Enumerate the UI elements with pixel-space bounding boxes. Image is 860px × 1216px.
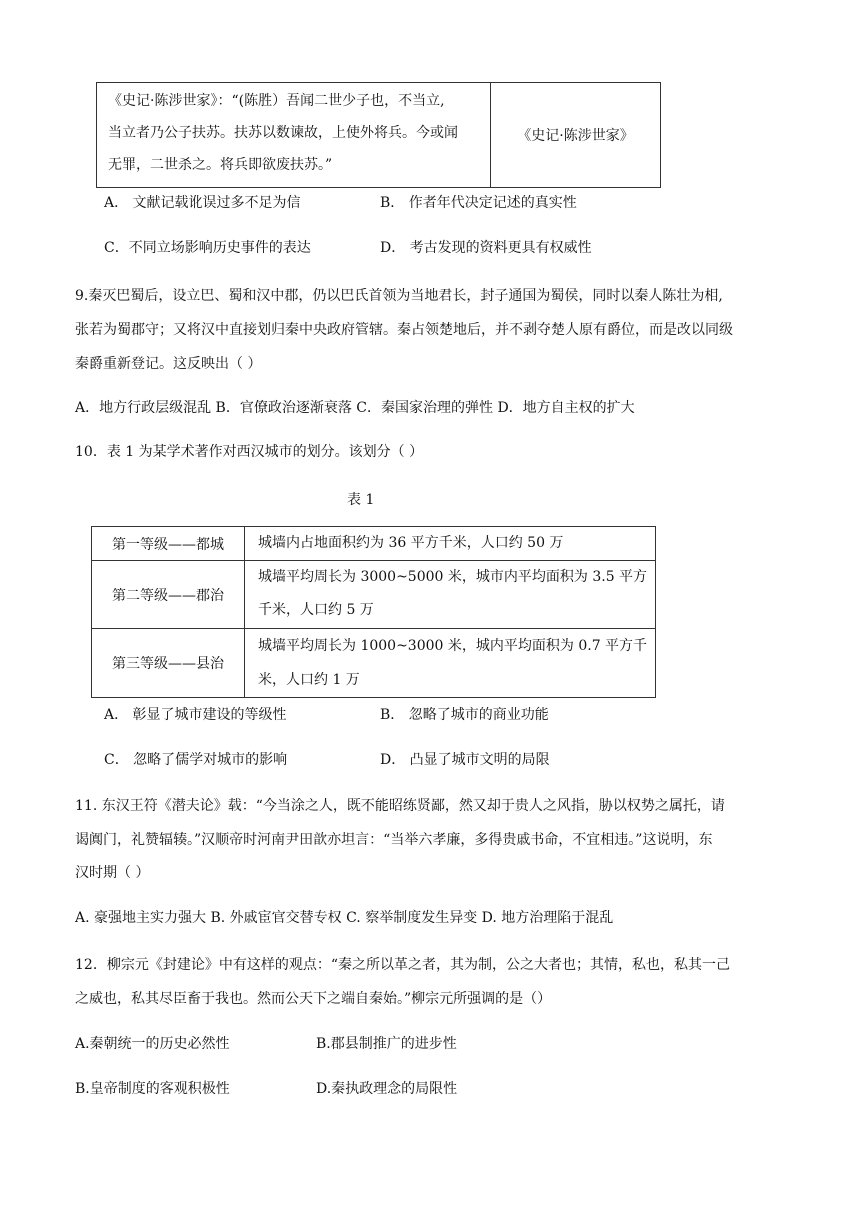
q10-table-row: 第三等级——县治 城墙平均周长为 1000~3000 米，城内平均面积为 0.7 平方千 米，人口约 1 万 [92,629,655,697]
q12-option-a: A.秦朝统一的历史必然性 [75,1036,230,1052]
q10-table-row: 第一等级——都城 城墙内占地面积约为 36 平方千米，人口约 50 万 [92,527,655,561]
q12-option-c: B.皇帝制度的客观积极性 [75,1081,230,1097]
q12-stem-line-1: 12．柳宗元《封建论》中有这样的观点：“秦之所以革之者，其为制，公之大者也；其情，私也，私其一己 [75,957,730,973]
q8-option-b: B． 作者年代决定记述的真实性 [380,195,577,211]
q9-stem-line-3: 秦爵重新登记。这反映出（ ） [75,356,262,372]
q8-option-c: C．不同立场影响历史事件的表达 [104,240,311,256]
q9-stem-line-2: 张若为蜀郡守；又将汉中直接划归秦中央政府管辖。秦占领楚地后，并不剥夺楚人原有爵位，而是改以同级 [75,322,733,338]
q10-stem: 10．表 1 为某学术著作对西汉城市的划分。该划分（ ） [75,444,424,460]
q8-source-line-2: 当立者乃公子扶苏。扶苏以数谏故，上使外将兵。今或闻 [108,125,458,141]
q10-row-label: 第二等级——郡治 [92,561,245,628]
q12-option-d: D.秦执政理念的局限性 [316,1081,458,1097]
q10-row-label: 第三等级——县治 [92,629,245,697]
q8-option-d: D． 考古发现的资料更具有权威性 [380,240,592,256]
q11-stem-line-2: 谒阗门，礼赞辐辏。”汉顺帝时河南尹田歆亦坦言：“当举六孝廉，多得贵戚书命，不宜相违。”这说明，东 [75,832,713,848]
q9-options: A．地方行政层级混乱 B．官僚政治逐渐衰落 C．秦国家治理的弹性 D．地方自主权的扩大 [75,400,635,416]
q8-source-cell [97,83,491,187]
q8-source-name: 《史记·陈涉世家》 [517,128,634,144]
q10-option-c: C． 忽略了儒学对城市的影响 [104,752,288,768]
q8-source-table [96,82,661,188]
q10-option-a: A． 彰显了城市建设的等级性 [104,707,287,723]
q8-source-line-3: 无罪，二世杀之。将兵即欲废扶苏。” [108,157,333,173]
q11-stem-line-3: 汉时期（ ） [75,865,150,881]
q11-stem-line-1: 11. 东汉王符《潜夫论》载：“今当涂之人，既不能昭练贤鄙，然又却于贵人之风指，胁以权势之属托，请 [75,798,725,814]
q8-source-name-cell [491,83,660,187]
q12-stem-line-2: 之威也，私其尽臣畜于我也。然而公天下之端自秦始。”柳宗元所强调的是（） [75,991,552,1007]
q11-options: A. 豪强地主实力强大 B. 外戚宦官交替专权 C. 察举制度发生异变 D. 地方治理陷于混乱 [75,910,614,926]
q8-source-line-1: 《史记·陈涉世家》：“(陈胜）吾闻二世少子也，不当立, [108,93,445,109]
q10-row-label: 第一等级——都城 [92,527,245,560]
q8-option-a: A． 文献记载讹误过多不足为信 [104,195,301,211]
q10-table-title: 表 1 [347,492,375,508]
q10-option-d: D． 凸显了城市文明的局限 [380,752,550,768]
q12-option-b: B.郡县制推广的进步性 [316,1036,457,1052]
q10-table-row: 第二等级——郡治 城墙平均周长为 3000~5000 米，城市内平均面积为 3.5 平方 千米，人口约 5 万 [92,561,655,629]
q9-stem-line-1: 9.秦灭巴蜀后，设立巴、蜀和汉中郡，仍以巴氏首领为当地君长，封子通国为蜀侯，同时以秦人陈壮为相, [75,288,723,304]
q10-option-b: B． 忽略了城市的商业功能 [380,707,549,723]
q10-table [91,526,656,698]
